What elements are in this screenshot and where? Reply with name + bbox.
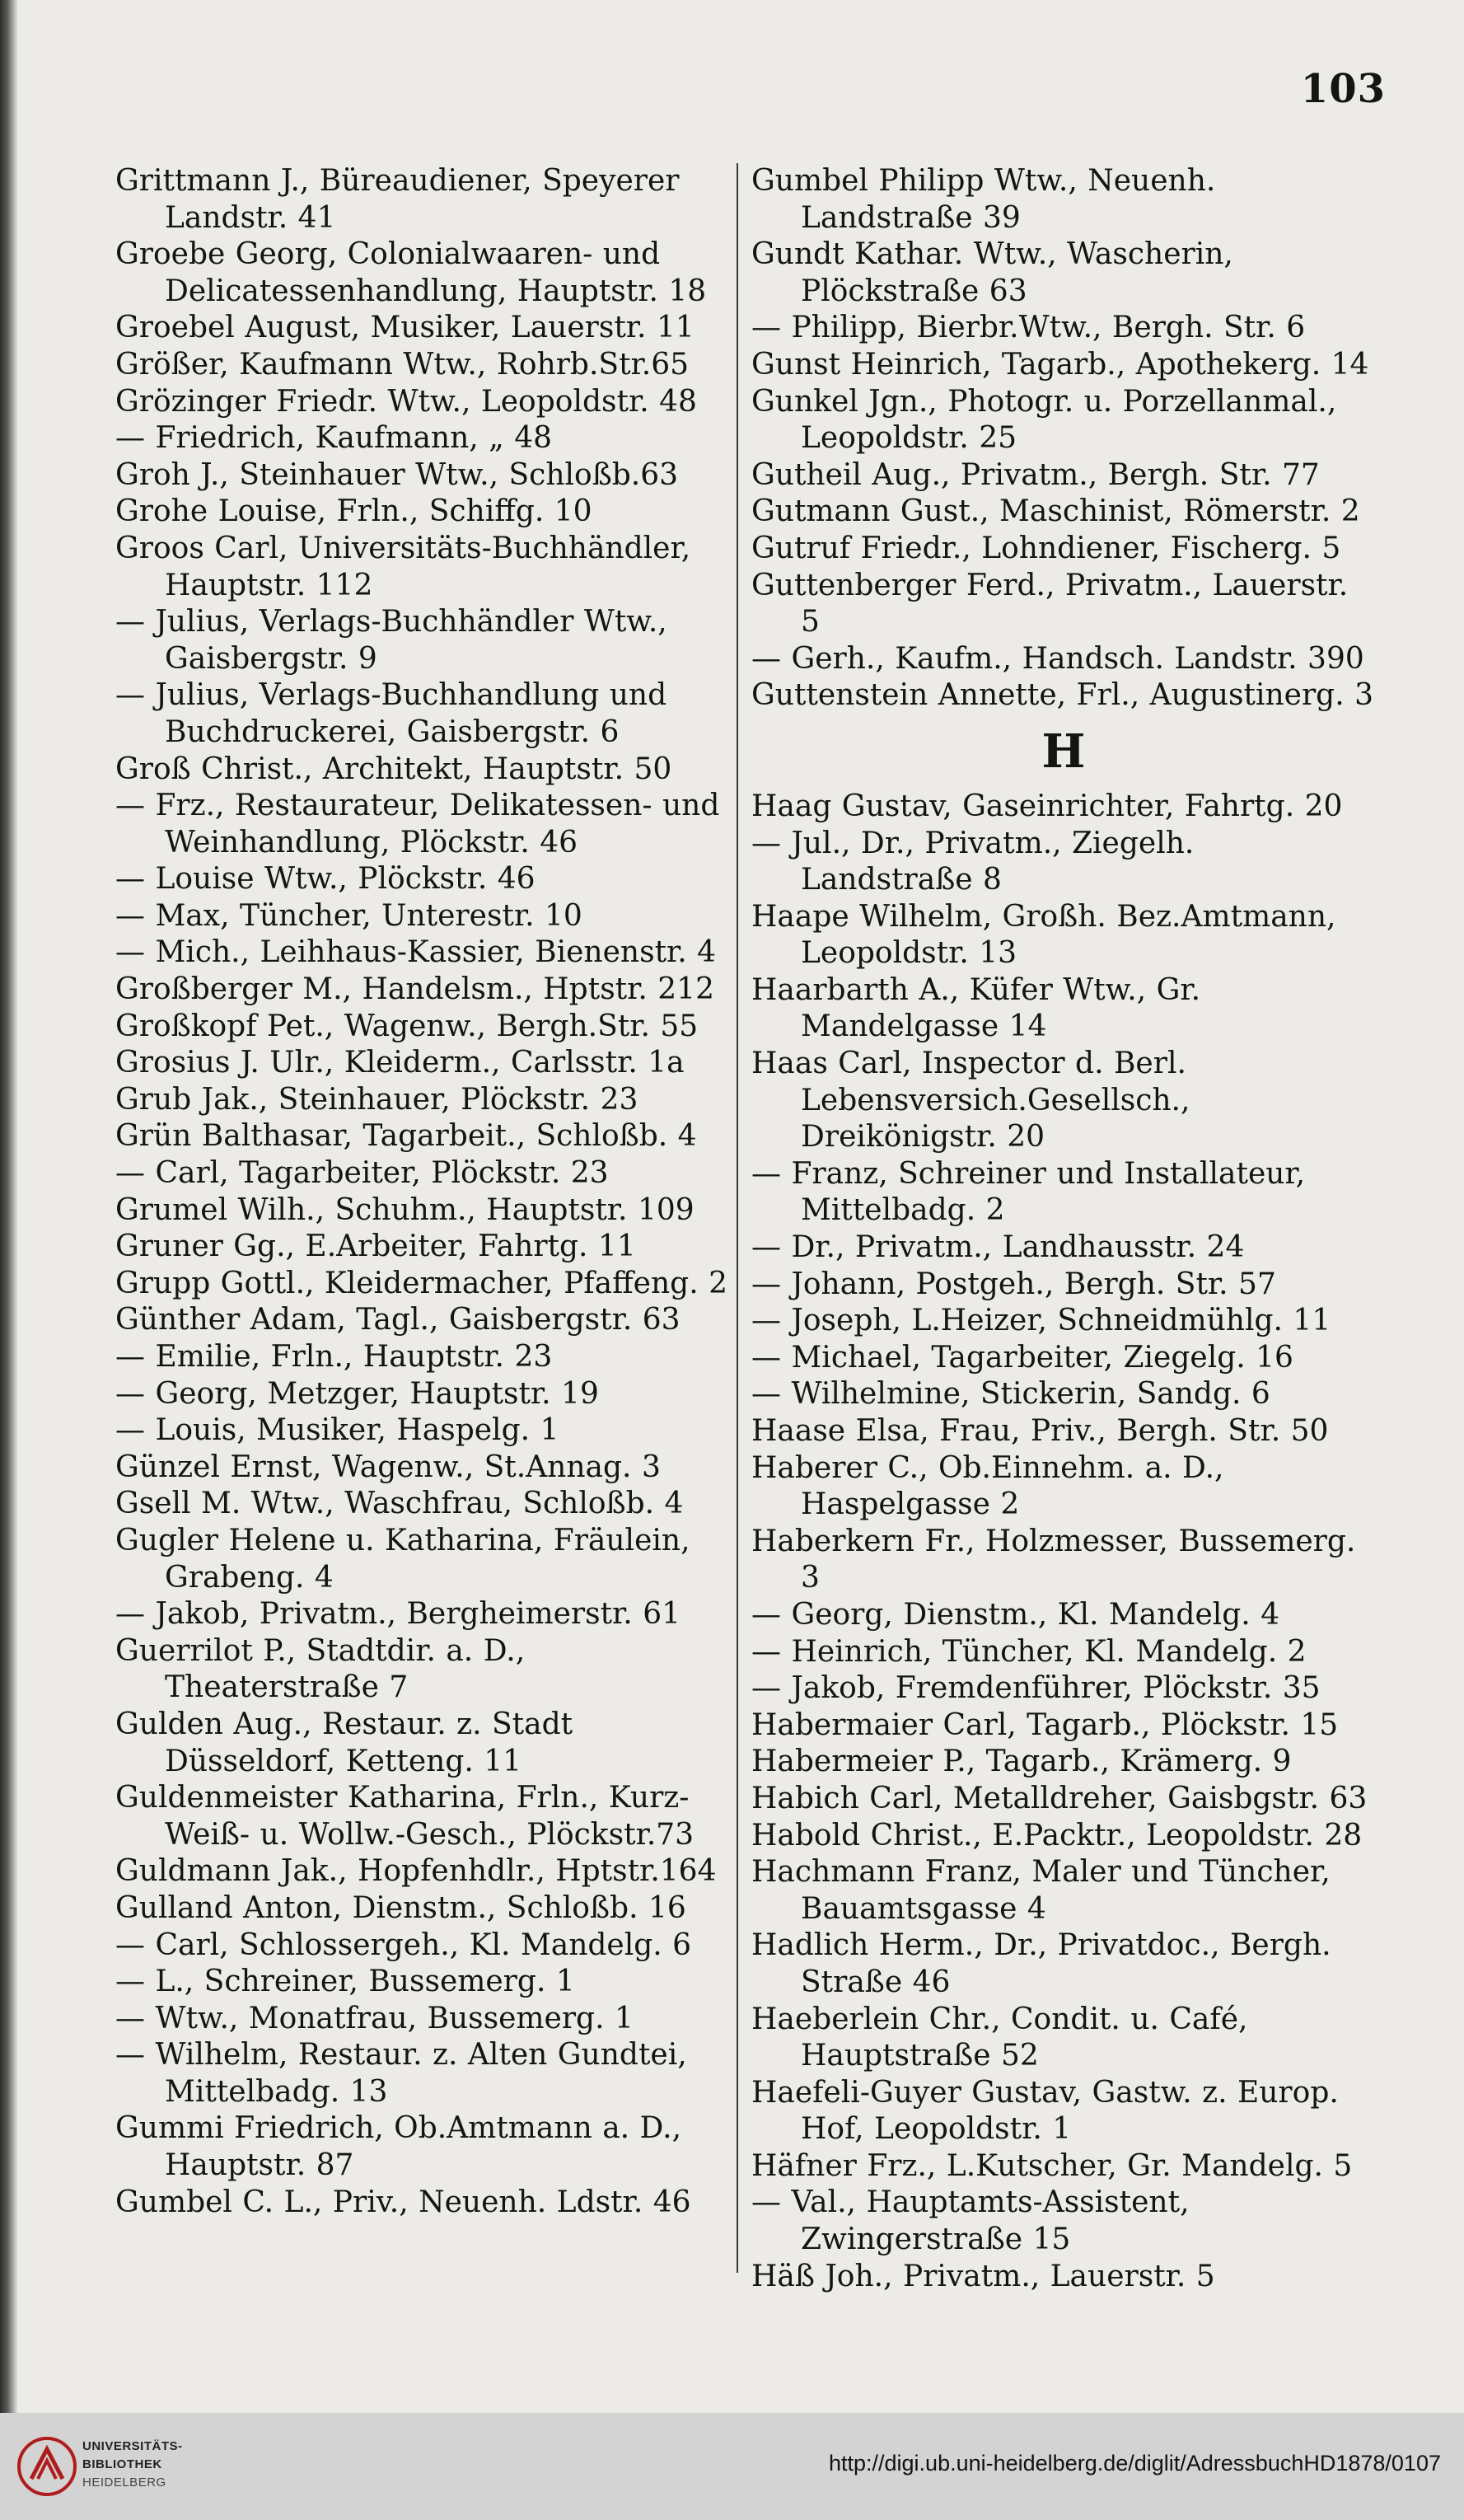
directory-entry: Größer, Kaufmann Wtw., Rohrb.Str.65 <box>115 347 690 382</box>
directory-entry: — Wilhelm, Restaur. z. Alten Gundtei, Mittelbadg. 13 <box>115 2038 687 2109</box>
university-library-logo-icon[interactable] <box>16 2436 77 2497</box>
directory-entry: Gutheil Aug., Privatm., Bergh. Str. 77 <box>751 457 1320 492</box>
directory-entry: — Joseph, L.Heizer, Schneidmühlg. 11 <box>751 1304 1331 1338</box>
directory-entry: Gulden Aug., Restaur. z. Stadt Düsseldorf, Ketteng. 11 <box>115 1707 573 1778</box>
directory-entry: Gumbel C. L., Priv., Neuenh. Ldstr. 46 <box>115 2185 691 2219</box>
directory-entry: — Heinrich, Tüncher, Kl. Mandelg. 2 <box>751 1634 1307 1669</box>
directory-entry: — Mich., Leihhaus-Kassier, Bienenstr. 4 <box>115 935 717 970</box>
directory-entry: — Carl, Tagarbeiter, Plöckstr. 23 <box>115 1156 609 1191</box>
directory-entry: Haeberlein Chr., Condit. u. Café, Hauptstraße 52 <box>751 2002 1248 2073</box>
directory-entry: Haas Carl, Inspector d. Berl. Lebensversich.Gesellsch., Dreikönigstr. 20 <box>751 1047 1190 1155</box>
directory-entry: Gruner Gg., E.Arbeiter, Fahrtg. 11 <box>115 1230 636 1264</box>
directory-entry: — Georg, Metzger, Hauptstr. 19 <box>115 1376 599 1411</box>
binding-shadow <box>0 0 18 2413</box>
directory-entry: — Jakob, Fremdenführer, Plöckstr. 35 <box>751 1671 1321 1706</box>
directory-entry: — Carl, Schlossergeh., Kl. Mandelg. 6 <box>115 1927 692 1962</box>
directory-entry: Groebel August, Musiker, Lauerstr. 11 <box>115 311 695 345</box>
directory-entry: Haefeli-Guyer Gustav, Gastw. z. Europ. Hof, Leopoldstr. 1 <box>751 2075 1339 2147</box>
directory-entry: Haberer C., Ob.Einnehm. a. D., Haspelgasse 2 <box>751 1450 1224 1522</box>
directory-entry: Gunkel Jgn., Photogr. u. Porzellanmal., Leopoldstr. 25 <box>751 384 1337 456</box>
library-name[interactable] <box>82 2438 183 2492</box>
directory-entry: Gundt Kathar. Wtw., Wascherin, Plöckstraße 63 <box>751 237 1233 308</box>
directory-entry: Gumbel Philipp Wtw., Neuenh. Landstraße 39 <box>751 164 1216 235</box>
directory-entry: Guttenberger Ferd., Privatm., Lauerstr. 5 <box>751 568 1349 639</box>
directory-entry: — Frz., Restaurateur, Delikatessen- und Weinhandlung, Plöckstr. 46 <box>115 789 720 860</box>
directory-entry: — Friedrich, Kaufmann, „ 48 <box>115 421 553 456</box>
directory-entry: — Max, Tüncher, Unterestr. 10 <box>115 898 582 933</box>
page-number: 103 <box>1300 66 1386 112</box>
directory-entry: Groebe Georg, Colonialwaaren- und Delicatessenhandlung, Hauptstr. 18 <box>115 237 707 308</box>
directory-entry: Grün Balthasar, Tagarbeit., Schloßb. 4 <box>115 1119 697 1154</box>
directory-entry: — L., Schreiner, Bussemerg. 1 <box>115 1965 575 1999</box>
directory-entry: — Georg, Dienstm., Kl. Mandelg. 4 <box>751 1597 1280 1632</box>
viewer-footer <box>0 2413 1464 2520</box>
directory-entry: Grohe Louise, Frln., Schiffg. 10 <box>115 494 592 529</box>
directory-entry: Grub Jak., Steinhauer, Plöckstr. 23 <box>115 1082 638 1117</box>
directory-entry: Haag Gustav, Gaseinrichter, Fahrtg. 20 <box>751 789 1343 823</box>
directory-entry: — Philipp, Bierbr.Wtw., Bergh. Str. 6 <box>751 311 1306 345</box>
directory-entry: Habold Christ., E.Packtr., Leopoldstr. 28 <box>751 1818 1363 1853</box>
directory-entry: — Val., Hauptamts-Assistent, Zwingerstraße 15 <box>751 2185 1190 2257</box>
directory-entry: Gunst Heinrich, Tagarb., Apothekerg. 14 <box>751 347 1369 382</box>
left-column <box>115 163 729 2221</box>
directory-entry: Gutruf Friedr., Lohndiener, Fischerg. 5 <box>751 531 1341 565</box>
directory-entry: — Julius, Verlags-Buchhandlung und Buchdruckerei, Gaisbergstr. 6 <box>115 678 667 749</box>
directory-entry: Günzel Ernst, Wagenw., St.Annag. 3 <box>115 1450 661 1484</box>
directory-entry: Haape Wilhelm, Großh. Bez.Amtmann, Leopoldstr. 13 <box>751 899 1336 971</box>
directory-entry: Grittmann J., Büreaudiener, Speyerer Landstr. 41 <box>115 164 680 235</box>
directory-entry: Haase Elsa, Frau, Priv., Bergh. Str. 50 <box>751 1414 1329 1448</box>
directory-entry: Guldenmeister Katharina, Frln., Kurz- Weiß- u. Wollw.-Gesch., Plöckstr.73 <box>115 1781 695 1852</box>
directory-entry: Groos Carl, Universitäts-Buchhändler, Hauptstr. 112 <box>115 531 691 602</box>
directory-entry: Hachmann Franz, Maler und Tüncher, Bauamtsgasse 4 <box>751 1855 1331 1926</box>
directory-entry: Gummi Friedrich, Ob.Amtmann a. D., Hauptstr. 87 <box>115 2111 682 2183</box>
directory-entry: Häfner Frz., L.Kutscher, Gr. Mandelg. 5 <box>751 2148 1353 2183</box>
directory-entry: — Jakob, Privatm., Bergheimerstr. 61 <box>115 1597 681 1632</box>
right-column-h-entries <box>751 789 1376 2295</box>
directory-entry: Habich Carl, Metalldreher, Gaisbgstr. 63 <box>751 1781 1368 1815</box>
directory-entry: Guttenstein Annette, Frl., Augustinerg. 3 <box>751 678 1373 713</box>
directory-entry: Hadlich Herm., Dr., Privatdoc., Bergh. Straße 46 <box>751 1928 1331 1999</box>
directory-entry: Grözinger Friedr. Wtw., Leopoldstr. 48 <box>115 384 697 419</box>
directory-entry: Grumel Wilh., Schuhm., Hauptstr. 109 <box>115 1192 695 1227</box>
directory-entry: — Franz, Schreiner und Installateur, Mittelbadg. 2 <box>751 1156 1306 1228</box>
directory-entry: Groß Christ., Architekt, Hauptstr. 50 <box>115 752 672 786</box>
directory-entry: — Jul., Dr., Privatm., Ziegelh. Landstraße 8 <box>751 826 1195 897</box>
directory-entry: Großberger M., Handelsm., Hptstr. 212 <box>115 972 714 1007</box>
directory-entry: Gugler Helene u. Katharina, Fräulein, Grabeng. 4 <box>115 1523 690 1595</box>
right-column <box>751 163 1376 2295</box>
directory-entry: — Dr., Privatm., Landhausstr. 24 <box>751 1230 1245 1265</box>
directory-entry: — Gerh., Kaufm., Handsch. Landstr. 390 <box>751 641 1364 676</box>
directory-entry: Habermeier P., Tagarb., Krämerg. 9 <box>751 1745 1292 1779</box>
directory-entry: Haarbarth A., Küfer Wtw., Gr. Mandelgasse 14 <box>751 972 1201 1044</box>
directory-entry: — Louis, Musiker, Haspelg. 1 <box>115 1413 559 1448</box>
directory-entry: Groh J., Steinhauer Wtw., Schloßb.63 <box>115 457 679 492</box>
library-name-line: UNIVERSITÄTS- <box>82 2439 183 2453</box>
directory-entry: Häß Joh., Privatm., Lauerstr. 5 <box>751 2259 1215 2293</box>
directory-entry: Haberkern Fr., Holzmesser, Bussemerg. 3 <box>751 1524 1356 1595</box>
permalink-url[interactable]: http://digi.ub.uni-heidelberg.de/diglit/AdressbuchHD1878/0107 <box>828 2451 1441 2476</box>
directory-entry: — Michael, Tagarbeiter, Ziegelg. 16 <box>751 1340 1293 1375</box>
directory-entry: Grosius J. Ulr., Kleiderm., Carlsstr. 1a <box>115 1046 685 1080</box>
directory-entry: — Emilie, Frln., Hauptstr. 23 <box>115 1340 553 1374</box>
directory-entry: Gulland Anton, Dienstm., Schloßb. 16 <box>115 1890 686 1925</box>
directory-entry: Günther Adam, Tagl., Gaisbergstr. 63 <box>115 1303 681 1337</box>
right-column-g-entries <box>751 163 1376 714</box>
directory-entry: — Johann, Postgeh., Bergh. Str. 57 <box>751 1267 1276 1301</box>
directory-entry: Guldmann Jak., Hopfenhdlr., Hptstr.164 <box>115 1854 717 1889</box>
directory-entry: — Julius, Verlags-Buchhändler Wtw., Gaisbergstr. 9 <box>115 605 667 676</box>
library-name-line: BIBLIOTHEK <box>82 2457 162 2471</box>
directory-entry: Gutmann Gust., Maschinist, Römerstr. 2 <box>751 494 1360 529</box>
directory-entry: — Louise Wtw., Plöckstr. 46 <box>115 862 536 897</box>
directory-entry: Guerrilot P., Stadtdir. a. D., Theaterstraße 7 <box>115 1633 526 1705</box>
directory-entry: Habermaier Carl, Tagarb., Plöckstr. 15 <box>751 1707 1339 1742</box>
directory-entry: Grupp Gottl., Kleidermacher, Pfaffeng. 2 <box>115 1266 727 1300</box>
column-divider <box>737 163 738 2273</box>
directory-entry: — Wilhelmine, Stickerin, Sandg. 6 <box>751 1377 1270 1412</box>
directory-entry: Großkopf Pet., Wagenw., Bergh.Str. 55 <box>115 1009 699 1043</box>
directory-entry: Gsell M. Wtw., Waschfrau, Schloßb. 4 <box>115 1487 684 1521</box>
section-letter-heading: H <box>1041 724 1086 779</box>
directory-entry: — Wtw., Monatfrau, Bussemerg. 1 <box>115 2001 634 2035</box>
library-name-line: HEIDELBERG <box>82 2476 166 2490</box>
